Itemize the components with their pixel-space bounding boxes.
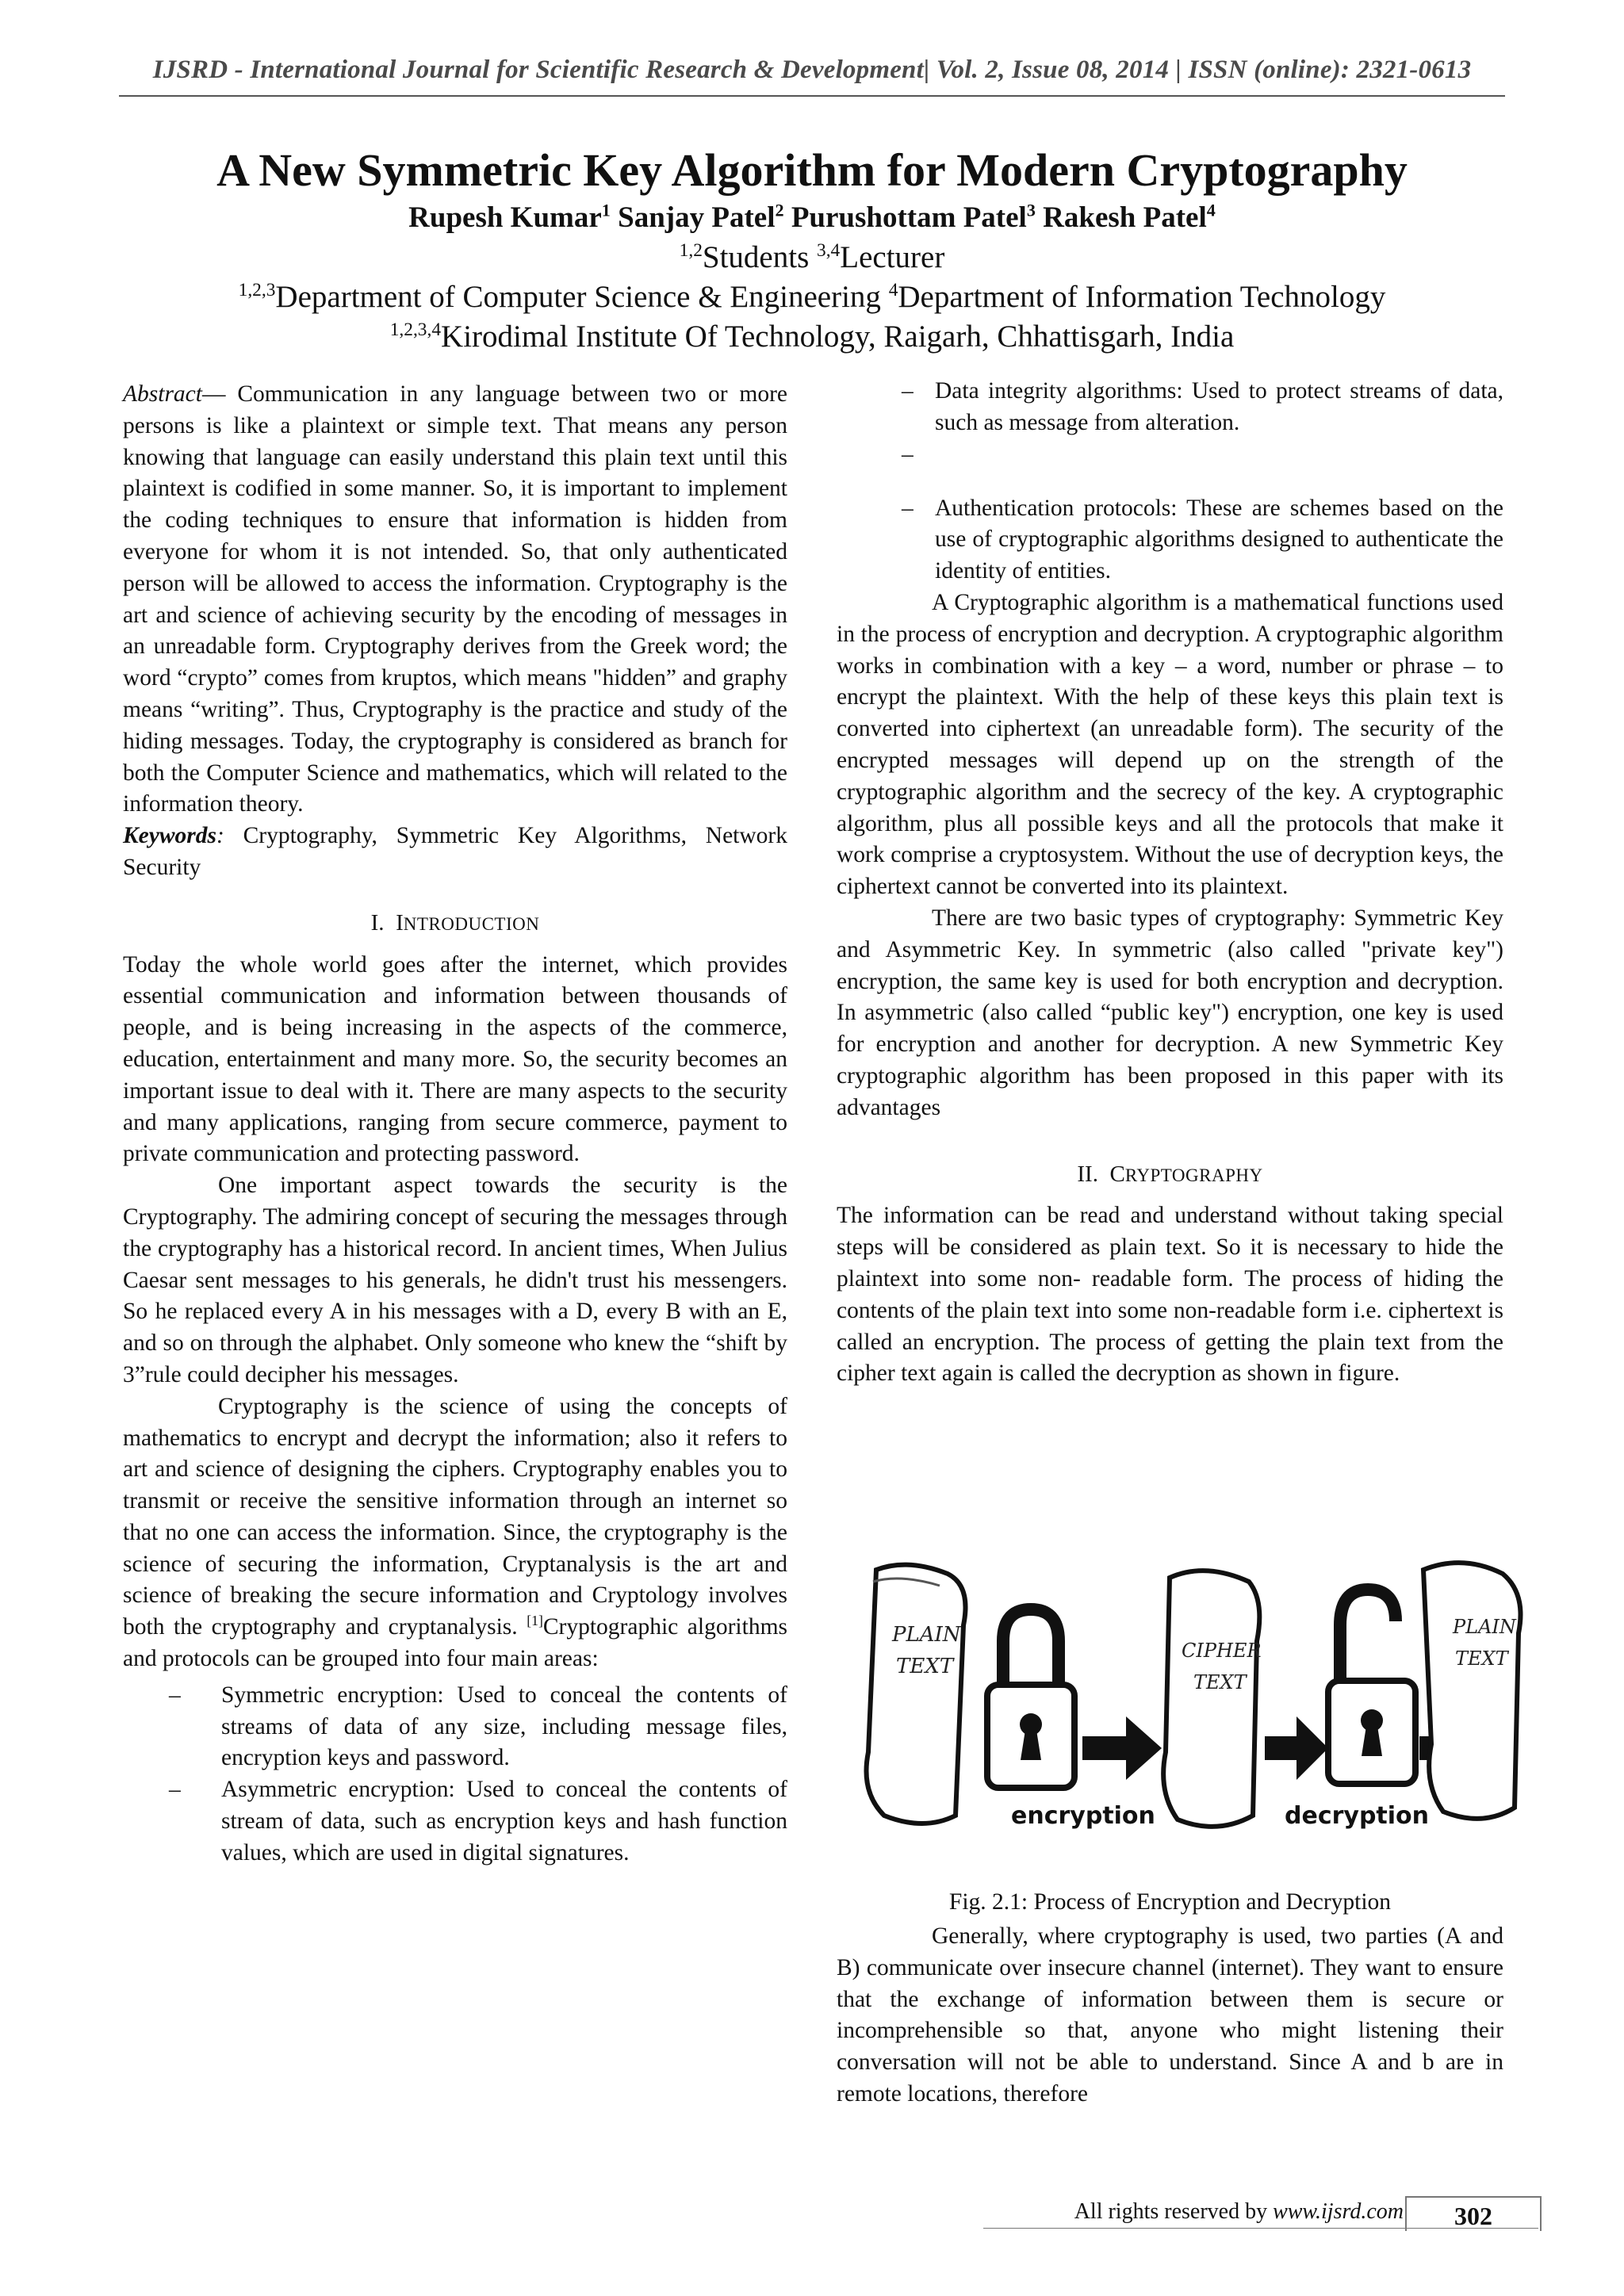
plaintext-document-icon: [867, 1565, 966, 1823]
section-2-initial: C: [1109, 1161, 1125, 1187]
crypto-paragraph-1: The information can be read and understand without taking special steps will be considered as plain text. So it is necessary to hide the plaintext into some non- readable form. The process of hiding the contents of the plain text into some non-readable form i.e. ciphertext is called an encryption. The process of getting the plain text from the cipher text again is called the decryption as shown in figure.: [837, 1203, 1503, 1387]
plain1-label-line1: PLAIN: [892, 1623, 961, 1647]
intro-paragraph-2: One important aspect towards the security is the Cryptography. The admiring concept of securing the messages through the cryptography has a historical record. In ancient times, When Julius Caesar sent messages to his generals, he didn't trust his messengers. So he replaced every A in his messages with a D, every B with an E, and so on through the alphabet. Only someone who knew the “shift by 3”rule could decipher his messages.: [123, 1173, 787, 1387]
roles-sup-1: 1,2: [679, 240, 703, 261]
areas-list-right: [837, 376, 1503, 587]
section-1-number: I.: [370, 909, 385, 936]
cipher-label-line2: TEXT: [1193, 1671, 1247, 1693]
section-heading-cryptography: [837, 1159, 1503, 1192]
list-item: – Asymmetric encryption: Used to conceal the contents of stream of data, such as encryption keys and hash function values, which are used in digital signatures.: [123, 1774, 787, 1869]
arrow-icon: [1082, 1716, 1162, 1780]
author-2-sup: 2: [775, 200, 784, 220]
keywords-label: Keywords: [123, 823, 216, 849]
intro-paragraph-3: [123, 1391, 787, 1675]
section-2-title-rest: RYPTOGRAPHY: [1124, 1165, 1263, 1185]
intro-paragraph-4: A Cryptographic algorithm is a mathematical functions used in the process of encryption and decryption. A cryptographic algorithm works in combination with a key – a word, number or phrase – to encrypt the plaintext. With the help of these keys this plain text is converted into ciphertext (an unreadable form). The security of the encrypted messages will depend up on the strength of the cryptographic algorithm and the secrecy of the key. A cryptographic algorithm, plus all possible keys and all the protocols that make it work comprise a cryptosystem. Without the use of decryption keys, the ciphertext cannot be converted into its plaintext.: [837, 589, 1503, 900]
keywords: [123, 821, 787, 884]
author-4-sup: 4: [1206, 200, 1216, 220]
keywords-text: Cryptography, Symmetric Key Algorithms, Network Security: [123, 823, 787, 880]
cipher-label-line1: CIPHER: [1182, 1640, 1262, 1662]
section-2-number: II.: [1077, 1161, 1098, 1187]
closed-lock-icon: [987, 1609, 1074, 1788]
plaintext-document-icon: [1423, 1563, 1521, 1819]
author-3-sup: 3: [1026, 200, 1036, 220]
intro-paragraph-3a: Cryptography is the science of using the concepts of mathematics to encrypt and decrypt the information; also it refers to art and science of designing the ciphers. Cryptography enables you to transmit or receive the sensitive information through an internet so that no one can access the information. Since, the cryptography is the science of securing the information, Cryptanalysis is the art and science of breaking the secure information and Cryptology involves both the cryptography and cryptanalysis.: [123, 1393, 787, 1640]
roles-sup-2: 3,4: [817, 240, 841, 261]
intro-paragraph-1: Today the whole world goes after the internet, which provides essential communication and information between thousands of people, and is being increasing in the aspects of the commerce, education, entertainment and many more. So, the security becomes an important issue to deal with it. There are many aspects to the security and many applications, ranging from secure commerce, payment to private communication and protecting password.: [123, 951, 787, 1167]
author-1-sup: 1: [601, 200, 611, 220]
footer-text: All rights reserved by: [1074, 2199, 1274, 2224]
list-item: – Authentication protocols: These are schemes based on the use of cryptographic algorithms designed to authenticate the identity of entities.: [837, 493, 1503, 587]
dept-sup-1: 1,2,3: [238, 280, 276, 300]
dept-cse: Department of Computer Science & Engineering: [275, 280, 881, 314]
journal-header: IJSRD - International Journal for Scientific Research & Development| Vol. 2, Issue 08, 2014 | ISSN (online): 2321-0613: [152, 55, 1472, 84]
plain1-label-line2: TEXT: [896, 1655, 954, 1678]
roles-line: [119, 238, 1505, 277]
list-item: – Symmetric encryption: Used to conceal the contents of streams of data of any size, including message files, encryption keys and password.: [123, 1680, 787, 1774]
list-spacer: [837, 439, 1503, 493]
abstract-dash: —: [201, 381, 238, 407]
keywords-colon: :: [216, 823, 224, 849]
header-rule: [119, 95, 1505, 97]
section-heading-introduction: [123, 908, 787, 940]
crypto-paragraph-2: Generally, where cryptography is used, two parties (A and B) communicate over insecure channel (internet). They want to ensure that the exchange of information between them is secure or incomprehensible so that, anyone who might listening their conversation will not be able to understand. Since A and b are in remote locations, therefore: [837, 1923, 1503, 2107]
title-block: [119, 143, 1505, 357]
page-number: 302: [1405, 2196, 1542, 2231]
author-line: [119, 198, 1505, 238]
intro-paragraph-5: There are two basic types of cryptography: Symmetric Key and Asymmetric Key. In symmetric (also called "private key") encryption, the same key is used for both encryption and decryption. In asymmetric (also called “public key") encryption, one key is used for encryption and another for decryption. A new Symmetric Key cryptographic algorithm has been proposed in this paper with its advantages: [837, 905, 1503, 1120]
encryption-decryption-figure: [852, 1554, 1534, 1871]
dept-it: Department of Information Technology: [898, 280, 1386, 314]
institute-sup: 1,2,3,4: [389, 320, 442, 340]
institute-name: Kirodimal Institute Of Technology, Raigarh, Chhattisgarh, India: [441, 320, 1235, 354]
abstract-text: Communication in any language between two or more persons is like a plaintext or simple text. That means any person knowing that language can easily understand this plain text until this plaintext is codified in some manner. So, it is important to implement the coding techniques to ensure that information is hidden from everyone for whom it is not intended. So, that only authenticated person will be allowed to access the information. Cryptography is the art and science of achieving security by the encoding of messages in an unreadable form. Cryptography derives from the Greek word; the word “crypto” comes from kruptos, which means "hidden” and graphy means “writing”. Thus, Cryptography is the practice and study of the hiding messages. Today, the cryptography is considered as branch for both the Computer Science and mathematics, which will related to the information theory.: [123, 381, 788, 817]
figure-caption: Fig. 2.1: Process of Encryption and Decryption: [948, 1889, 1392, 1915]
paper-title: A New Symmetric Key Algorithm for Modern Cryptography: [216, 144, 1408, 196]
encryption-label: encryption: [1011, 1802, 1155, 1830]
section-1-title-rest: NTRODUCTION: [403, 913, 540, 934]
plain2-label-line1: PLAIN: [1453, 1616, 1516, 1638]
author-2: Sanjay Patel: [618, 201, 776, 234]
author-3: Purushottam Patel: [791, 201, 1027, 234]
section-1-initial: I: [396, 909, 404, 936]
citation-1: [1]: [527, 1613, 543, 1629]
areas-list-left: [123, 1680, 787, 1869]
open-lock-icon: [1328, 1590, 1415, 1784]
ciphertext-document-icon: [1163, 1571, 1261, 1827]
right-column-continued: [837, 1921, 1503, 2110]
right-column: [837, 376, 1503, 1390]
footer-copyright: [1031, 2199, 1404, 2225]
arrow-icon: [1265, 1716, 1328, 1780]
footer-site-link[interactable]: www.ijsrd.com: [1273, 2199, 1404, 2224]
abstract-label: Abstract: [123, 381, 202, 407]
list-item: – Data integrity algorithms: Used to protect streams of data, such as message from alteration.: [837, 376, 1503, 439]
role-lecturer: Lecturer: [840, 240, 945, 274]
decryption-label: decryption: [1285, 1802, 1430, 1830]
intro-paragraph-3b: Cryptographic algorithms and protocols can be grouped into four main areas:: [123, 1614, 787, 1672]
author-1: Rupesh Kumar: [408, 201, 602, 234]
plain2-label-line2: TEXT: [1455, 1647, 1508, 1670]
institute-line: [119, 317, 1505, 357]
left-column: [123, 379, 787, 1869]
departments-line: [119, 277, 1505, 317]
dept-sup-2: 4: [888, 280, 898, 300]
abstract: [123, 379, 787, 821]
author-4: Rakesh Patel: [1043, 201, 1207, 234]
role-students: Students: [702, 240, 810, 274]
